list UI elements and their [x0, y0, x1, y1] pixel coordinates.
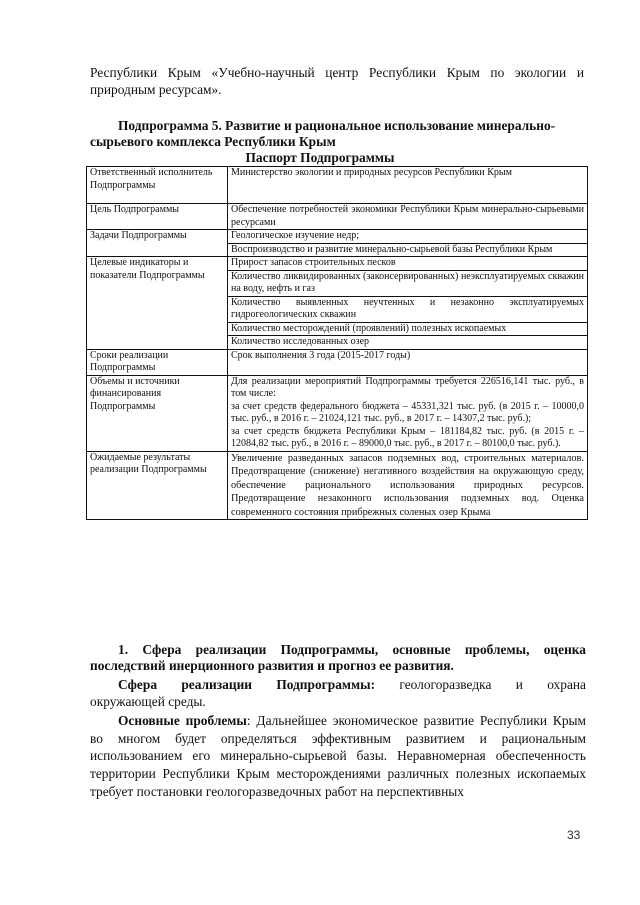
problems-text: : Дальнейшее экономическое развитие Республики Крым во многом будет определяться эффективным развитием и рациональным использованием его минерально-сырьевой базы. Неравномерная обеспеченность территории Республики Крым месторождениями различных полезных ископаемых требует постановки геологоразведочных работ на перспективных — [90, 713, 586, 799]
funding-line: за счет средств бюджета Республики Крым – 181184,82 тыс. руб. (в 2015 г. – 12084,82 тыс. руб., в 2016 г. – 89000,0 тыс. руб., в 2017 г. – 80100,0 тыс. руб.). — [231, 425, 584, 449]
funding-value — [228, 375, 588, 451]
subprogram-heading-line1: Подпрограмма 5. Развитие и рациональное использование минерально- — [118, 118, 556, 133]
table-row — [87, 204, 588, 230]
terms-value: Срок выполнения 3 года (2015-2017 годы) — [228, 349, 588, 375]
sphere-word: охрана — [547, 677, 586, 692]
results-label: Ожидаемые результаты реализации Подпрограммы — [87, 451, 228, 520]
passport-title: Паспорт Подпрограммы — [245, 150, 395, 165]
task-item: Воспроизводство и развитие минерально-сырьевой базы Республики Крым — [228, 243, 588, 257]
sphere-word: геологоразведка — [399, 677, 492, 692]
goal-label: Цель Подпрограммы — [87, 204, 228, 230]
indicator-item: Количество исследованных озер — [228, 336, 588, 350]
executor-label: Ответственный исполнитель Подпрограммы — [87, 167, 228, 204]
goal-value: Обеспечение потребностей экономики Республики Крым минерально-сырьевыми ресурсами — [228, 204, 588, 230]
table-row — [87, 349, 588, 375]
intro-paragraph: Республики Крым «Учебно-научный центр Республики Крым по экологии и природным ресурсам». — [90, 65, 584, 97]
indicator-item: Количество ликвидированных (законсервированных) неэксплуатируемых скважин на воду, нефть и газ — [228, 270, 588, 296]
page-number: 33 — [567, 828, 581, 842]
table-row — [87, 375, 588, 451]
problems-label: Основные проблемы — [118, 713, 247, 728]
indicator-item: Количество месторождений (проявлений) полезных ископаемых — [228, 322, 588, 336]
terms-label: Сроки реализации Подпрограммы — [87, 349, 228, 375]
sphere-word: и — [515, 677, 523, 692]
problems-paragraph — [90, 712, 586, 801]
table-row — [87, 230, 588, 244]
task-item: Геологическое изучение недр; — [228, 230, 588, 244]
sphere-word: Сфера — [118, 677, 158, 692]
subprogram-heading — [90, 118, 588, 150]
subprogram-heading-line2: сырьевого комплекса Республики Крым — [90, 134, 336, 149]
sphere-word: реализации — [181, 677, 252, 692]
indicator-item: Количество выявленных неучтенных и незаконно эксплуатируемых гидрогеологических скважин — [228, 296, 588, 322]
table-row — [87, 257, 588, 271]
results-value: Увеличение разведанных запасов подземных вод, строительных материалов. Предотвращение (снижение) негативного воздействия на окружающую среду, обеспечение рационального использования природных ресурсов. Предотвращение незаконного использования подземных вод. Оценка современного состояния прибрежных соленых озер Крыма — [228, 451, 588, 520]
table-row — [87, 167, 588, 204]
sphere-paragraph — [90, 676, 586, 710]
funding-line: за счет средств федерального бюджета – 45331,321 тыс. руб. (в 2015 г. – 10000,0 тыс. руб., в 2016 г. – 21024,121 тыс. руб., в 2017 г. – 14307,2 тыс. руб.); — [231, 400, 584, 424]
tasks-label: Задачи Подпрограммы — [87, 230, 228, 257]
passport-table — [86, 166, 588, 520]
executor-value: Министерство экологии и природных ресурсов Республики Крым — [228, 167, 588, 204]
section1-heading: 1. Сфера реализации Подпрограммы, основные проблемы, оценка последствий инерционного развития и прогноз ее развития. — [90, 642, 586, 673]
table-row — [87, 451, 588, 520]
sphere-word: Подпрограммы: — [276, 677, 376, 692]
indicator-item: Прирост запасов строительных песков — [228, 257, 588, 271]
funding-label: Объемы и источники финансирования Подпрограммы — [87, 375, 228, 451]
funding-line: Для реализации мероприятий Подпрограммы требуется 226516,141 тыс. руб., в том числе: — [231, 375, 584, 399]
sphere-first-line — [90, 676, 586, 693]
sphere-tail: окружающей среды. — [90, 694, 206, 709]
indicators-label: Целевые индикаторы и показатели Подпрограммы — [87, 257, 228, 350]
